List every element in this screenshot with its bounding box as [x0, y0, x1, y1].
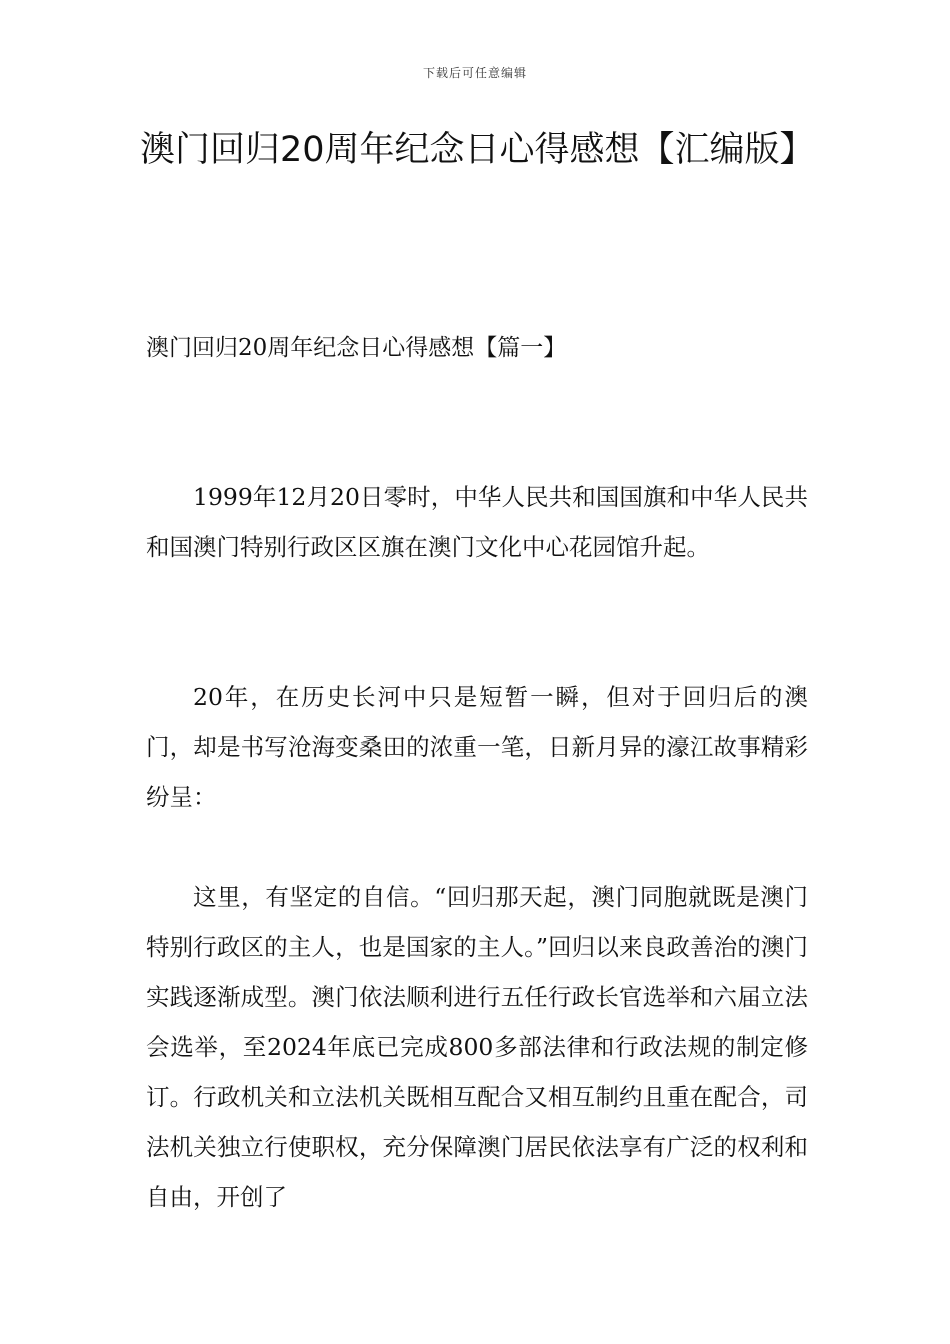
document-title: 澳门回归20周年纪念日心得感想【汇编版】: [140, 130, 815, 170]
header-note: 下载后可任意编辑: [422, 66, 527, 80]
section-heading: 澳门回归20周年纪念日心得感想【篇一】: [146, 335, 567, 361]
paragraph-3: 这里，有坚定的自信。“回归那天起，澳门同胞就既是澳门特别行政区的主人，也是国家的主人。”回归以来良政善治的澳门实践逐渐成型。澳门依法顺利进行五任行政长官选举和六届立法会选举，至2024年底已完成800多部法律和行政法规的制定修订。行政机关和立法机关既相互配合又相互制约且重在配合，司法机关独立行使职权，充分保障澳门居民依法享有广泛的权利和自由，开创了: [146, 883, 808, 1211]
paragraph-2: 20年，在历史长河中只是短暂一瞬，但对于回归后的澳门，却是书写沧海变桑田的浓重一笔，日新月异的濠江故事精彩纷呈：: [146, 683, 808, 811]
paragraph-1: 1999年12月20日零时，中华人民共和国国旗和中华人民共和国澳门特别行政区区旗在澳门文化中心花园馆升起。: [146, 483, 808, 561]
